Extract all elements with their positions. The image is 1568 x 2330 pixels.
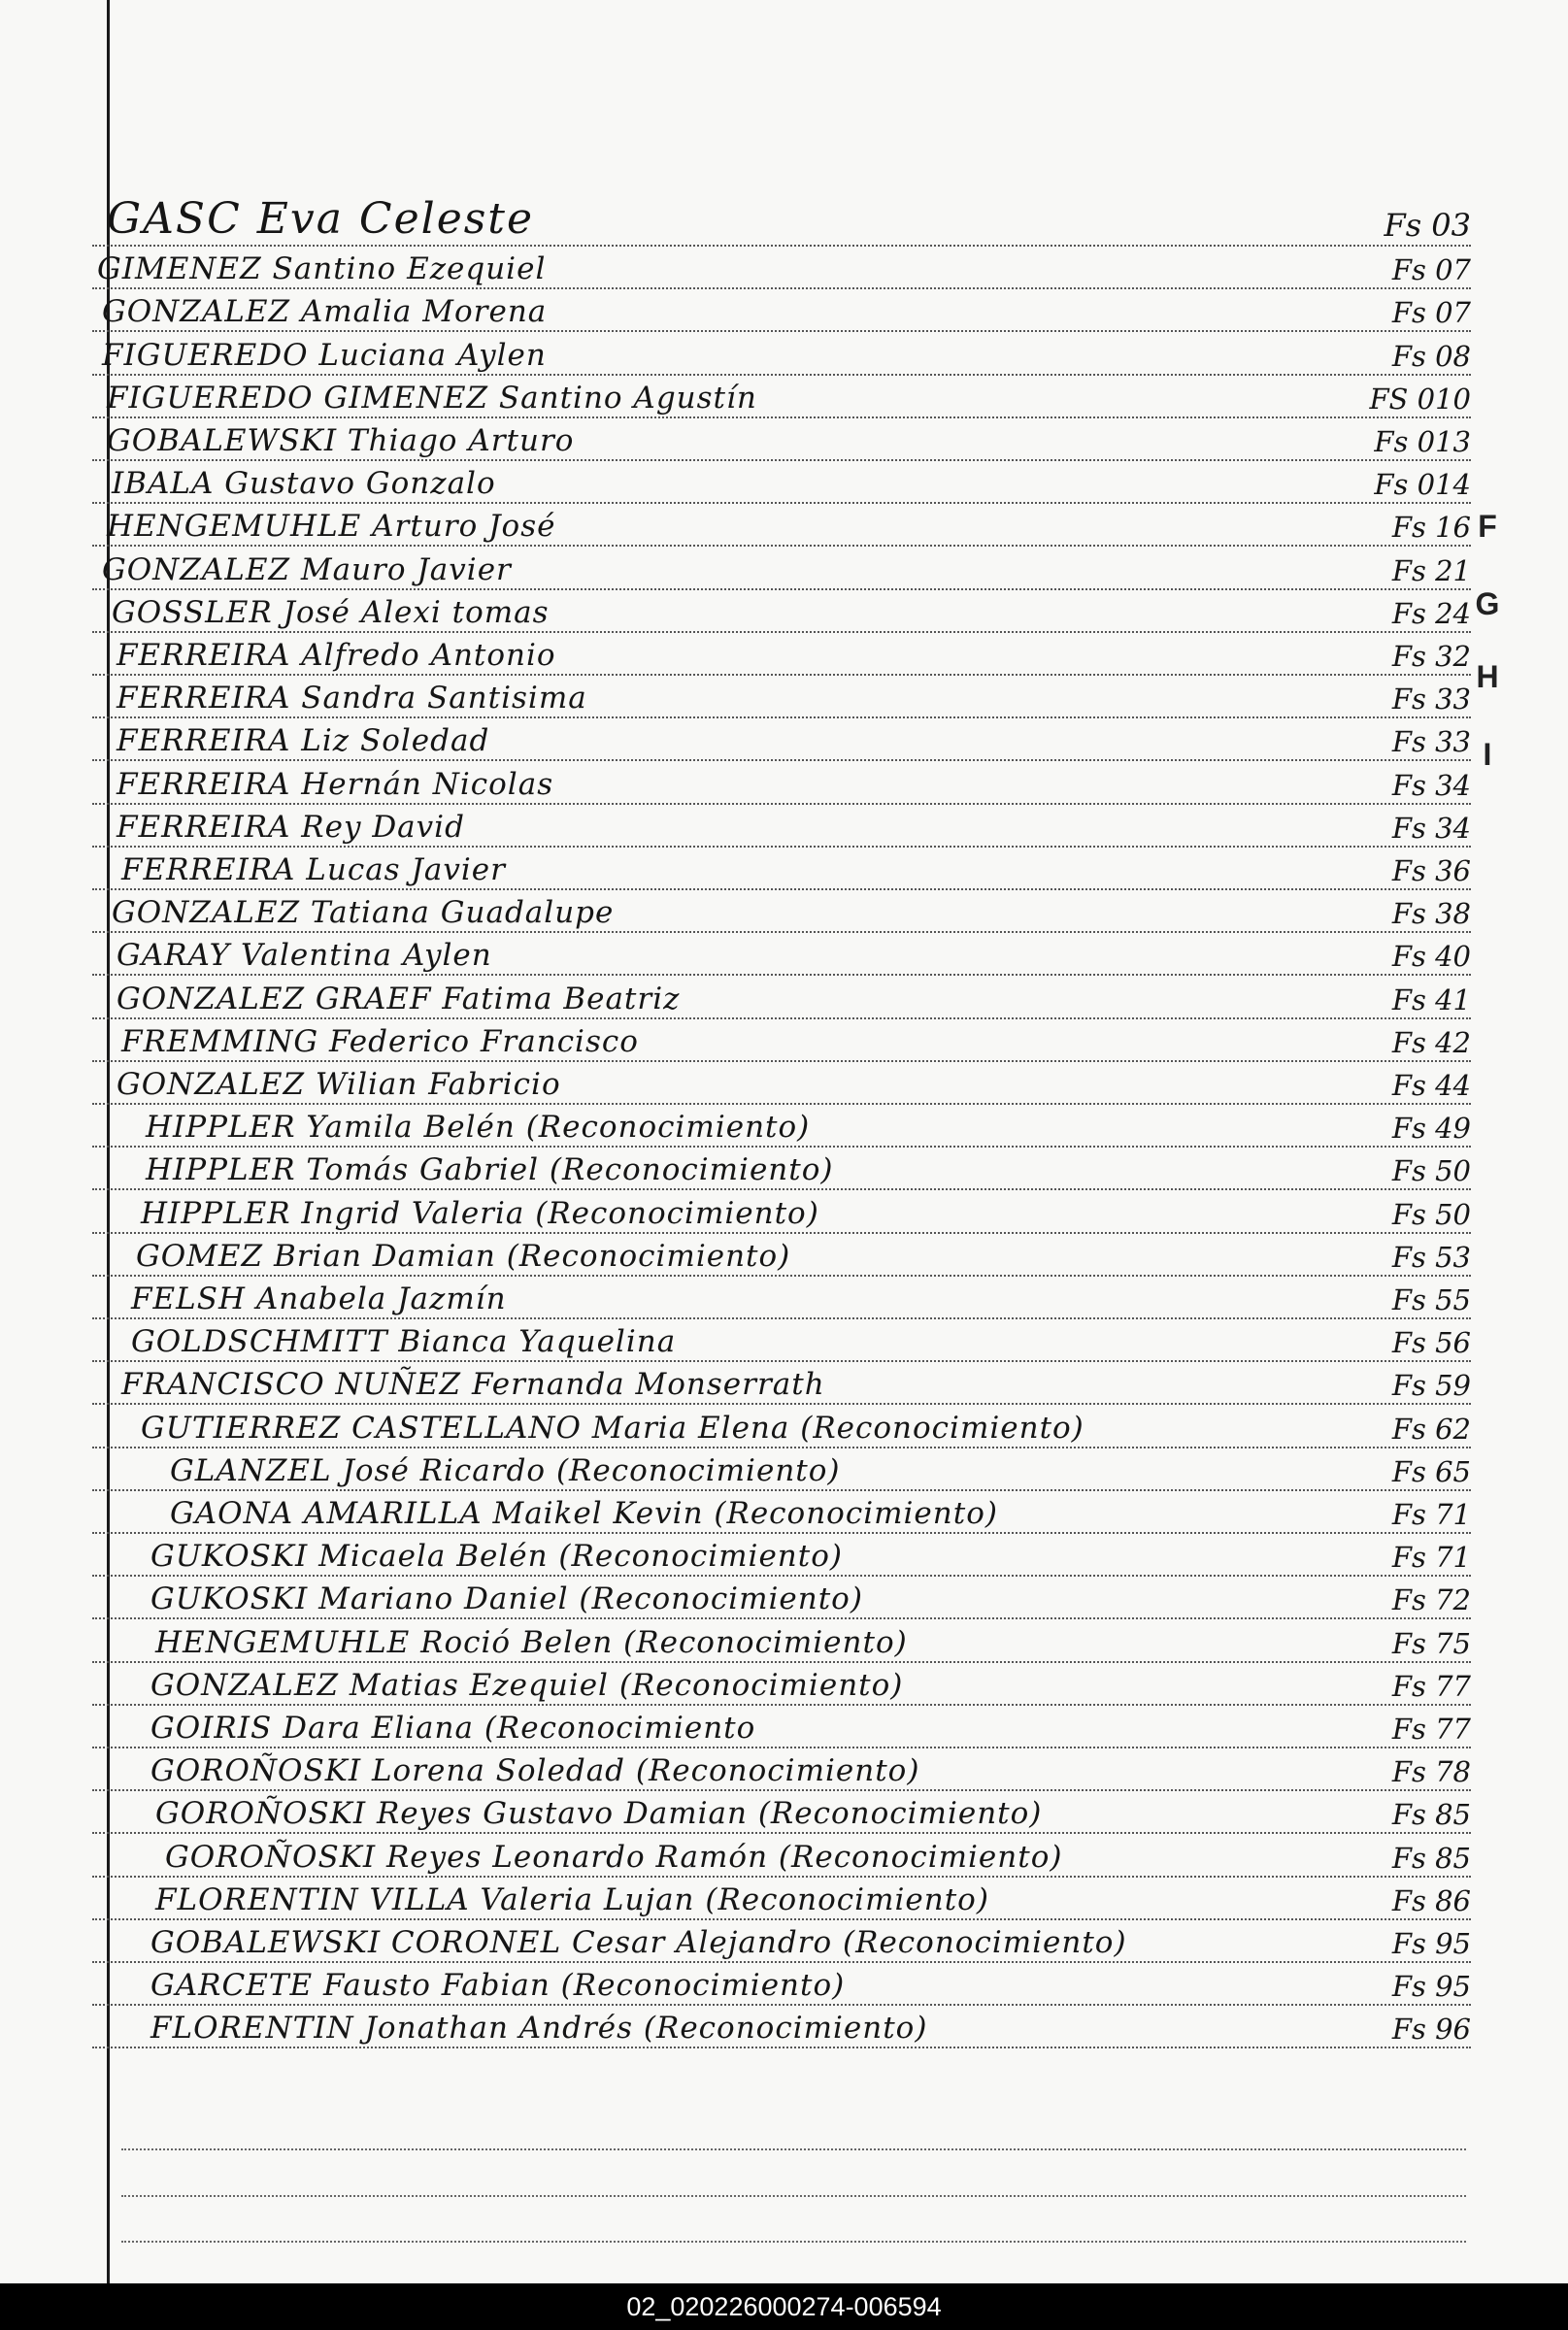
entry-name: GONZALEZ Matias Ezequiel (Reconocimiento)	[150, 1667, 904, 1703]
entry-name: GOIRIS Dara Eliana (Reconocimiento	[150, 1711, 756, 1746]
entry-row	[92, 1317, 1471, 1362]
entry-name: GOLDSCHMITT Bianca Yaquelina	[131, 1324, 677, 1360]
entry-folio: Fs 08	[1391, 339, 1471, 373]
entry-name: FREMMING Federico Francisco	[121, 1023, 639, 1059]
entry-folio: Fs 59	[1391, 1369, 1471, 1403]
entry-name: HENGEMUHLE Arturo José	[107, 509, 556, 545]
entry-folio: Fs 014	[1374, 468, 1471, 502]
index-letter-i: I	[1483, 736, 1492, 772]
entry-folio: Fs 56	[1391, 1326, 1471, 1360]
entry-name: GUTIERREZ CASTELLANO Maria Elena (Reconocimiento)	[141, 1410, 1084, 1446]
entry-row	[92, 245, 1471, 289]
entry-name: FIGUEREDO GIMENEZ Santino Agustín	[107, 380, 757, 416]
entry-row	[92, 1833, 1471, 1878]
entry-folio: Fs 33	[1391, 725, 1471, 759]
index-letter-f: F	[1478, 508, 1497, 544]
entry-row	[92, 1232, 1471, 1277]
entry-name: FERREIRA Lucas Javier	[121, 852, 506, 887]
entry-name: GOSSLER José Alexi tomas	[112, 594, 550, 630]
entry-folio: Fs 86	[1391, 1883, 1471, 1917]
entry-folio: Fs 55	[1391, 1283, 1471, 1316]
entry-row	[92, 2004, 1471, 2048]
entry-name: HIPPLER Ingrid Valeria (Reconocimiento)	[141, 1195, 819, 1231]
entry-name: FLORENTIN Jonathan Andrés (Reconocimiento)	[150, 2011, 928, 2047]
entry-row	[92, 1789, 1471, 1834]
entry-folio: Fs 24	[1391, 596, 1471, 630]
entry-row	[92, 194, 1471, 247]
entry-name: GARAY Valentina Aylen	[117, 938, 492, 974]
entry-folio: Fs 65	[1391, 1454, 1471, 1488]
entry-row	[92, 1532, 1471, 1577]
entry-name: GASC Eva Celeste	[107, 194, 535, 244]
entry-folio: Fs 21	[1391, 553, 1471, 587]
entry-folio: Fs 33	[1391, 682, 1471, 716]
entry-row	[92, 416, 1471, 461]
entry-row	[92, 1876, 1471, 1920]
entry-row	[92, 1447, 1471, 1491]
entry-folio: Fs 36	[1391, 854, 1471, 887]
entry-folio: Fs 53	[1391, 1240, 1471, 1274]
entry-name: FERREIRA Sandra Santisima	[117, 681, 587, 716]
entry-row	[92, 1060, 1471, 1105]
entry-name: GOMEZ Brian Damian (Reconocimiento)	[136, 1238, 791, 1274]
entry-name: GARCETE Fausto Fabian (Reconocimiento)	[150, 1968, 846, 2004]
entry-row	[92, 546, 1471, 590]
entry-row	[92, 1575, 1471, 1619]
entry-folio: Fs 95	[1391, 1927, 1471, 1960]
entry-row	[92, 1017, 1471, 1062]
entry-folio: Fs 85	[1391, 1841, 1471, 1875]
entry-folio: Fs 77	[1391, 1669, 1471, 1703]
entry-row	[92, 1103, 1471, 1148]
entry-row	[92, 674, 1471, 718]
entry-row	[92, 803, 1471, 848]
entry-row	[92, 846, 1471, 890]
entry-row	[92, 374, 1471, 418]
entry-name: HIPPLER Tomás Gabriel (Reconocimiento)	[146, 1152, 834, 1188]
entry-name: HIPPLER Yamila Belén (Reconocimiento)	[146, 1110, 811, 1146]
entry-folio: Fs 16	[1391, 511, 1471, 545]
entry-row	[92, 1704, 1471, 1748]
entry-folio: Fs 49	[1391, 1112, 1471, 1146]
entry-folio: Fs 77	[1391, 1713, 1471, 1746]
entry-folio: Fs 71	[1391, 1498, 1471, 1531]
entry-name: GOBALEWSKI CORONEL Cesar Alejandro (Reconocimiento)	[150, 1925, 1127, 1960]
entry-name: GUKOSKI Mariano Daniel (Reconocimiento)	[150, 1581, 863, 1617]
entry-row	[92, 1189, 1471, 1234]
entry-folio: Fs 50	[1391, 1154, 1471, 1188]
entry-folio: Fs 62	[1391, 1412, 1471, 1446]
entry-row	[92, 1360, 1471, 1405]
entry-name: GOROÑOSKI Reyes Gustavo Damian (Reconocimiento)	[155, 1796, 1043, 1832]
document-id-footer	[0, 2283, 1568, 2330]
entry-row	[92, 459, 1471, 504]
entry-name: FRANCISCO NUÑEZ Fernanda Monserrath	[121, 1367, 825, 1403]
entry-folio: Fs 013	[1374, 425, 1471, 458]
entry-folio: Fs 71	[1391, 1541, 1471, 1575]
blank-line	[121, 2148, 1466, 2150]
entry-folio: Fs 38	[1391, 897, 1471, 931]
entry-folio: Fs 07	[1391, 296, 1471, 330]
index-letter-h: H	[1476, 658, 1499, 694]
entry-name: GOROÑOSKI Lorena Soledad (Reconocimiento)	[150, 1753, 920, 1789]
entry-folio: Fs 44	[1391, 1069, 1471, 1102]
entry-folio: FS 010	[1369, 382, 1471, 416]
entry-row	[92, 1275, 1471, 1319]
entry-folio: Fs 95	[1391, 1970, 1471, 2004]
entry-row	[92, 588, 1471, 633]
entry-row	[92, 1489, 1471, 1534]
entry-row	[92, 1146, 1471, 1190]
entry-name: GONZALEZ Wilian Fabricio	[117, 1067, 561, 1102]
entry-name: HENGEMUHLE Roció Belen (Reconocimiento)	[155, 1624, 908, 1660]
entry-name: FERREIRA Liz Soledad	[117, 723, 490, 759]
entry-name: GLANZEL José Ricardo (Reconocimiento)	[170, 1452, 841, 1488]
entry-folio: Fs 07	[1391, 253, 1471, 287]
entry-name: GAONA AMARILLA Maikel Kevin (Reconocimiento)	[170, 1496, 998, 1531]
entry-folio: Fs 50	[1391, 1197, 1471, 1231]
entry-name: FIGUEREDO Luciana Aylen	[102, 337, 547, 373]
entry-row	[92, 716, 1471, 761]
entry-name: GONZALEZ GRAEF Fatima Beatriz	[117, 981, 681, 1016]
entry-name: GUKOSKI Micaela Belén (Reconocimiento)	[150, 1539, 843, 1575]
blank-line	[121, 2241, 1466, 2243]
entry-row	[92, 1918, 1471, 1963]
entry-row	[92, 1661, 1471, 1706]
entry-name: GOBALEWSKI Thiago Arturo	[107, 423, 575, 458]
entry-folio: Fs 75	[1391, 1626, 1471, 1660]
entry-row	[92, 760, 1471, 805]
entry-folio: Fs 32	[1391, 640, 1471, 673]
entry-folio: Fs 34	[1391, 811, 1471, 845]
entry-name: FERREIRA Rey David	[117, 809, 465, 845]
entry-name: GONZALEZ Amalia Morena	[102, 294, 548, 330]
entry-folio: Fs 34	[1391, 768, 1471, 802]
entry-folio: Fs 41	[1391, 982, 1471, 1016]
entry-folio: Fs 03	[1384, 207, 1471, 244]
entry-row	[92, 975, 1471, 1019]
entry-row	[92, 1618, 1471, 1663]
entry-name: GIMENEZ Santino Ezequiel	[97, 251, 547, 287]
document-code: 02_020226000274-006594	[626, 2291, 942, 2321]
index-letter-g: G	[1475, 585, 1500, 621]
entry-name: GOROÑOSKI Reyes Leonardo Ramón (Reconocimiento)	[165, 1839, 1063, 1875]
entry-folio: Fs 42	[1391, 1025, 1471, 1059]
entry-row	[92, 331, 1471, 376]
entry-name: GONZALEZ Mauro Javier	[102, 551, 512, 587]
entry-folio: Fs 85	[1391, 1798, 1471, 1832]
entry-row	[92, 631, 1471, 676]
entry-row	[92, 502, 1471, 547]
entry-row	[92, 287, 1471, 332]
entry-row	[92, 1747, 1471, 1791]
entry-name: FERREIRA Hernán Nicolas	[117, 766, 554, 802]
entry-row	[92, 888, 1471, 933]
entry-row	[92, 1961, 1471, 2006]
entry-name: FERREIRA Alfredo Antonio	[117, 638, 556, 673]
entry-name: FLORENTIN VILLA Valeria Lujan (Reconocimiento)	[155, 1881, 989, 1917]
blank-line	[121, 2195, 1466, 2197]
entry-folio: Fs 96	[1391, 2013, 1471, 2047]
entry-folio: Fs 40	[1391, 940, 1471, 974]
entry-name: IBALA Gustavo Gonzalo	[112, 466, 496, 502]
entry-name: FELSH Anabela Jazmín	[131, 1282, 507, 1316]
entry-folio: Fs 78	[1391, 1755, 1471, 1789]
entry-name: GONZALEZ Tatiana Guadalupe	[112, 895, 615, 931]
entry-folio: Fs 72	[1391, 1583, 1471, 1617]
entry-row	[92, 1404, 1471, 1448]
entry-row	[92, 931, 1471, 976]
